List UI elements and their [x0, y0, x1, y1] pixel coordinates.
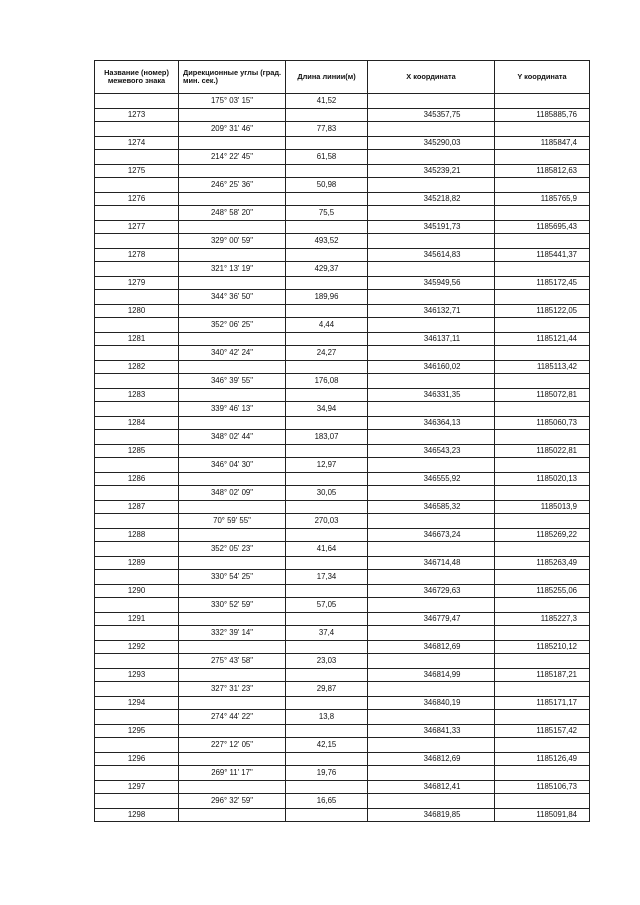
x-coordinate-cell [368, 122, 495, 150]
direction-angle: 214° 22' 45" [210, 152, 254, 162]
marker-name: 1297 [127, 781, 146, 791]
table-row [95, 374, 590, 402]
line-length-cell [286, 262, 368, 290]
x-coordinate: 346132,71 [423, 305, 461, 315]
marker-name: 1294 [127, 697, 146, 707]
table-row [95, 458, 590, 486]
marker-name-cell [95, 570, 179, 598]
y-coordinate-cell [495, 94, 590, 122]
line-length: 24,27 [316, 348, 337, 358]
y-coordinate: 1185013,9 [540, 501, 577, 511]
y-coordinate: 1185091,84 [536, 809, 577, 819]
direction-angle: 209° 31' 46" [210, 124, 254, 134]
marker-name-cell [95, 654, 179, 682]
direction-angle: 348° 02' 09" [210, 488, 254, 498]
direction-angle-cell [179, 178, 286, 206]
y-coordinate: 1185022,81 [536, 445, 577, 455]
line-length: 30,05 [316, 488, 337, 498]
y-coordinate: 1185126,49 [536, 753, 577, 763]
line-length-cell [286, 206, 368, 234]
marker-name: 1275 [127, 165, 146, 175]
direction-angle-cell [179, 598, 286, 626]
line-length-cell [286, 542, 368, 570]
y-coordinate: 1185106,73 [536, 781, 577, 791]
line-length-cell [286, 710, 368, 738]
line-length: 13,8 [318, 712, 335, 722]
marker-name-cell [95, 514, 179, 542]
direction-angle: 296° 32' 59" [210, 796, 254, 806]
marker-name-cell [95, 626, 179, 654]
x-coordinate: 346779,47 [423, 613, 461, 623]
line-length-cell [286, 486, 368, 514]
marker-name: 1276 [127, 193, 146, 203]
x-coordinate-cell [368, 514, 495, 542]
direction-angle-cell [179, 262, 286, 290]
y-coordinate: 1185269,22 [536, 529, 577, 539]
marker-name-cell [95, 486, 179, 514]
x-coordinate: 346840,19 [423, 697, 461, 707]
direction-angle: 227° 12' 05" [210, 740, 254, 750]
direction-angle: 346° 04' 30" [210, 460, 254, 470]
marker-name: 1273 [127, 109, 146, 119]
line-length: 16,65 [316, 796, 337, 806]
direction-angle-cell [179, 626, 286, 654]
x-coordinate-cell [368, 486, 495, 514]
table-body [95, 94, 590, 822]
marker-name: 1281 [127, 333, 146, 343]
direction-angle: 248° 58' 20" [210, 208, 254, 218]
x-coordinate-cell [368, 654, 495, 682]
y-coordinate: 1185113,42 [536, 361, 577, 371]
line-length: 57,05 [316, 600, 337, 610]
x-coordinate-cell [368, 766, 495, 794]
x-coordinate: 346555,92 [423, 473, 461, 483]
y-coordinate: 1185227,3 [540, 613, 577, 623]
x-coordinate: 345239,21 [423, 165, 461, 175]
table-row [95, 318, 590, 346]
line-length: 4,44 [318, 320, 335, 330]
direction-angle-cell [179, 794, 286, 822]
line-length-cell [286, 766, 368, 794]
line-length-cell [286, 430, 368, 458]
direction-angle: 175° 03' 15" [210, 96, 254, 106]
direction-angle: 327° 31' 23" [210, 684, 254, 694]
marker-name: 1286 [127, 473, 146, 483]
table-row [95, 346, 590, 374]
marker-name: 1277 [127, 221, 146, 231]
y-coordinate: 1185263,49 [536, 557, 577, 567]
x-coordinate: 345614,83 [423, 249, 461, 259]
line-length-cell [286, 318, 368, 346]
direction-angle-cell [179, 542, 286, 570]
y-coordinate-cell [495, 738, 590, 766]
marker-name-cell [95, 262, 179, 290]
marker-name-cell [95, 178, 179, 206]
marker-name: 1278 [127, 249, 146, 259]
direction-angle: 330° 52' 59" [210, 600, 254, 610]
x-coordinate-cell [368, 234, 495, 262]
table-row [95, 234, 590, 262]
line-length-cell [286, 570, 368, 598]
line-length: 493,52 [314, 236, 339, 246]
y-coordinate: 1185060,73 [536, 417, 577, 427]
direction-angle-cell [179, 206, 286, 234]
line-length-cell [286, 682, 368, 710]
y-coordinate-cell [495, 486, 590, 514]
marker-name: 1283 [127, 389, 146, 399]
table-row [95, 766, 590, 794]
line-length: 189,96 [314, 292, 339, 302]
direction-angle-cell [179, 374, 286, 402]
x-coordinate-cell [368, 458, 495, 486]
x-coordinate-cell [368, 374, 495, 402]
direction-angle-cell [179, 654, 286, 682]
marker-name: 1292 [127, 641, 146, 651]
y-coordinate: 1185765,9 [540, 193, 577, 203]
line-length: 19,76 [316, 768, 337, 778]
marker-name-cell [95, 598, 179, 626]
line-length: 50,98 [316, 180, 337, 190]
line-length: 61,58 [316, 152, 337, 162]
y-coordinate: 1185121,44 [536, 333, 577, 343]
line-length-cell [286, 514, 368, 542]
direction-angle-cell [179, 122, 286, 150]
y-coordinate-cell [495, 150, 590, 178]
marker-name-cell [95, 682, 179, 710]
y-coordinate-cell [495, 262, 590, 290]
marker-name-cell [95, 794, 179, 822]
direction-angle-cell [179, 514, 286, 542]
marker-name-cell [95, 738, 179, 766]
x-coordinate: 346814,99 [423, 669, 461, 679]
table-row [95, 178, 590, 206]
x-coordinate-cell [368, 738, 495, 766]
marker-name-cell [95, 766, 179, 794]
direction-angle-cell [179, 458, 286, 486]
marker-name-cell [95, 150, 179, 178]
table-row [95, 654, 590, 682]
y-coordinate-cell [495, 402, 590, 430]
marker-name: 1291 [127, 613, 146, 623]
y-coordinate-cell [495, 374, 590, 402]
line-length: 77,83 [316, 124, 337, 134]
y-coordinate-cell [495, 234, 590, 262]
line-length-cell [286, 94, 368, 122]
y-coordinate-cell [495, 514, 590, 542]
direction-angle-cell [179, 738, 286, 766]
direction-angle-cell [179, 402, 286, 430]
direction-angle: 330° 54' 25" [210, 572, 254, 582]
x-coordinate: 346729,63 [423, 585, 461, 595]
x-coordinate: 346819,85 [423, 809, 461, 819]
marker-name: 1295 [127, 725, 146, 735]
x-coordinate-cell [368, 570, 495, 598]
line-length: 17,34 [316, 572, 337, 582]
x-coordinate: 346673,24 [423, 529, 461, 539]
header-direction-angle: Дирекционные углы (град. мин. сек.) [179, 61, 286, 94]
marker-name-cell [95, 122, 179, 150]
direction-angle: 352° 06' 25" [210, 320, 254, 330]
line-length: 41,64 [316, 544, 337, 554]
y-coordinate-cell [495, 682, 590, 710]
y-coordinate-cell [495, 598, 590, 626]
marker-name: 1274 [127, 137, 146, 147]
x-coordinate-cell [368, 430, 495, 458]
table-row [95, 626, 590, 654]
y-coordinate-cell [495, 318, 590, 346]
x-coordinate-cell [368, 542, 495, 570]
line-length-cell [286, 458, 368, 486]
direction-angle-cell [179, 94, 286, 122]
direction-angle: 321° 13' 19" [210, 264, 254, 274]
marker-name: 1290 [127, 585, 146, 595]
y-coordinate-cell [495, 794, 590, 822]
marker-name-cell [95, 318, 179, 346]
x-coordinate: 346160,02 [423, 361, 461, 371]
y-coordinate-cell [495, 458, 590, 486]
line-length-cell [286, 654, 368, 682]
y-coordinate: 1185812,63 [536, 165, 577, 175]
line-length-cell [286, 178, 368, 206]
x-coordinate: 345949,56 [423, 277, 461, 287]
y-coordinate: 1185072,81 [536, 389, 577, 399]
x-coordinate: 346812,69 [423, 753, 461, 763]
x-coordinate-cell [368, 150, 495, 178]
marker-name-cell [95, 430, 179, 458]
direction-angle: 339° 46' 13" [210, 404, 254, 414]
table-row [95, 682, 590, 710]
y-coordinate: 1185172,45 [536, 277, 577, 287]
marker-name-cell [95, 710, 179, 738]
direction-angle: 344° 36' 50" [210, 292, 254, 302]
y-coordinate: 1185187,21 [536, 669, 577, 679]
direction-angle: 274° 44' 22" [210, 712, 254, 722]
x-coordinate: 346543,23 [423, 445, 461, 455]
direction-angle-cell [179, 430, 286, 458]
direction-angle-cell [179, 150, 286, 178]
y-coordinate: 1185695,43 [536, 221, 577, 231]
table-row [95, 710, 590, 738]
y-coordinate-cell [495, 766, 590, 794]
marker-name: 1288 [127, 529, 146, 539]
direction-angle-cell [179, 682, 286, 710]
direction-angle: 269° 11' 17" [211, 768, 253, 778]
x-coordinate-cell [368, 346, 495, 374]
direction-angle: 246° 25' 36" [210, 180, 254, 190]
y-coordinate: 1185255,06 [536, 585, 577, 595]
line-length: 29,87 [316, 684, 337, 694]
marker-name-cell [95, 346, 179, 374]
table-row [95, 262, 590, 290]
table-row [95, 514, 590, 542]
direction-angle-cell [179, 346, 286, 374]
y-coordinate-cell [495, 542, 590, 570]
x-coordinate: 345218,82 [423, 193, 461, 203]
marker-name-cell [95, 458, 179, 486]
table-row [95, 122, 590, 150]
line-length-cell [286, 738, 368, 766]
line-length-cell [286, 374, 368, 402]
header-line-length: Длина линии(м) [286, 61, 368, 94]
line-length: 41,52 [316, 96, 337, 106]
direction-angle-cell [179, 570, 286, 598]
direction-angle: 275° 43' 58" [210, 656, 254, 666]
line-length: 37,4 [318, 628, 335, 638]
marker-name: 1285 [127, 445, 146, 455]
y-coordinate: 1185157,42 [536, 725, 577, 735]
marker-name: 1293 [127, 669, 146, 679]
boundary-coordinates-table [94, 60, 590, 822]
x-coordinate: 345290,03 [423, 137, 461, 147]
marker-name: 1280 [127, 305, 146, 315]
x-coordinate: 345357,75 [423, 109, 461, 119]
direction-angle: 346° 39' 55" [210, 376, 254, 386]
direction-angle: 329° 00' 59" [210, 236, 254, 246]
marker-name: 1284 [127, 417, 146, 427]
line-length-cell [286, 150, 368, 178]
x-coordinate: 346364,13 [423, 417, 461, 427]
marker-name-cell [95, 234, 179, 262]
y-coordinate: 1185210,12 [536, 641, 577, 651]
y-coordinate-cell [495, 206, 590, 234]
line-length: 23,03 [316, 656, 337, 666]
x-coordinate: 346137,11 [423, 333, 461, 343]
line-length: 429,37 [314, 264, 339, 274]
y-coordinate-cell [495, 710, 590, 738]
table-row [95, 150, 590, 178]
line-length: 270,03 [314, 516, 339, 526]
direction-angle-cell [179, 486, 286, 514]
header-marker-name: Название (номер) межевого знака [95, 61, 179, 94]
marker-name: 1282 [127, 361, 146, 371]
y-coordinate-cell [495, 430, 590, 458]
y-coordinate-cell [495, 178, 590, 206]
direction-angle: 348° 02' 44" [210, 432, 254, 442]
marker-name: 1296 [127, 753, 146, 763]
direction-angle: 332° 39' 14" [210, 628, 254, 638]
table-row [95, 570, 590, 598]
line-length: 75,5 [318, 208, 335, 218]
x-coordinate-cell [368, 206, 495, 234]
header-y-coordinate: Y координата [495, 61, 590, 94]
x-coordinate: 346714,48 [423, 557, 461, 567]
direction-angle-cell [179, 710, 286, 738]
line-length-cell [286, 234, 368, 262]
y-coordinate: 1185020,13 [536, 473, 577, 483]
table-row [95, 542, 590, 570]
marker-name: 1298 [127, 809, 146, 819]
y-coordinate-cell [495, 290, 590, 318]
marker-name-cell [95, 94, 179, 122]
line-length-cell [286, 626, 368, 654]
table-row [95, 430, 590, 458]
table-row [95, 206, 590, 234]
table-header-row [95, 61, 590, 94]
y-coordinate-cell [495, 654, 590, 682]
x-coordinate: 346585,32 [423, 501, 461, 511]
y-coordinate: 1185441,37 [536, 249, 577, 259]
marker-name: 1287 [127, 501, 146, 511]
x-coordinate-cell [368, 710, 495, 738]
x-coordinate-cell [368, 598, 495, 626]
x-coordinate: 346812,69 [423, 641, 461, 651]
line-length: 34,94 [316, 404, 337, 414]
x-coordinate-cell [368, 94, 495, 122]
line-length-cell [286, 290, 368, 318]
header-x-coordinate: X координата [368, 61, 495, 94]
marker-name-cell [95, 402, 179, 430]
x-coordinate-cell [368, 794, 495, 822]
x-coordinate-cell [368, 626, 495, 654]
line-length-cell [286, 794, 368, 822]
direction-angle: 340° 42' 24" [210, 348, 254, 358]
line-length: 176,08 [314, 376, 339, 386]
marker-name: 1289 [127, 557, 146, 567]
table-row [95, 794, 590, 822]
marker-name: 1279 [127, 277, 146, 287]
table-row [95, 738, 590, 766]
line-length: 42,15 [316, 740, 337, 750]
line-length: 12,97 [316, 460, 337, 470]
direction-angle-cell [179, 290, 286, 318]
marker-name-cell [95, 206, 179, 234]
x-coordinate-cell [368, 262, 495, 290]
x-coordinate: 346812,41 [423, 781, 461, 791]
line-length-cell [286, 402, 368, 430]
x-coordinate-cell [368, 682, 495, 710]
direction-angle-cell [179, 234, 286, 262]
line-length-cell [286, 122, 368, 150]
y-coordinate: 1185122,05 [536, 305, 577, 315]
table-row [95, 94, 590, 122]
table-row [95, 290, 590, 318]
y-coordinate-cell [495, 122, 590, 150]
x-coordinate: 346841,33 [423, 725, 461, 735]
y-coordinate-cell [495, 346, 590, 374]
x-coordinate: 345191,73 [423, 221, 461, 231]
marker-name-cell [95, 542, 179, 570]
table-row [95, 486, 590, 514]
y-coordinate-cell [495, 626, 590, 654]
y-coordinate-cell [495, 570, 590, 598]
x-coordinate-cell [368, 318, 495, 346]
table-row [95, 598, 590, 626]
direction-angle: 70° 59' 55" [213, 516, 251, 526]
x-coordinate-cell [368, 290, 495, 318]
y-coordinate: 1185847,4 [540, 137, 577, 147]
marker-name-cell [95, 374, 179, 402]
direction-angle: 352° 05' 23" [210, 544, 254, 554]
y-coordinate: 1185171,17 [536, 697, 577, 707]
x-coordinate-cell [368, 402, 495, 430]
marker-name-cell [95, 290, 179, 318]
line-length: 183,07 [314, 432, 339, 442]
line-length-cell [286, 598, 368, 626]
line-length-cell [286, 346, 368, 374]
direction-angle-cell [179, 318, 286, 346]
y-coordinate: 1185885,76 [536, 109, 577, 119]
x-coordinate-cell [368, 178, 495, 206]
direction-angle-cell [179, 766, 286, 794]
table-row [95, 402, 590, 430]
x-coordinate: 346331,35 [423, 389, 461, 399]
